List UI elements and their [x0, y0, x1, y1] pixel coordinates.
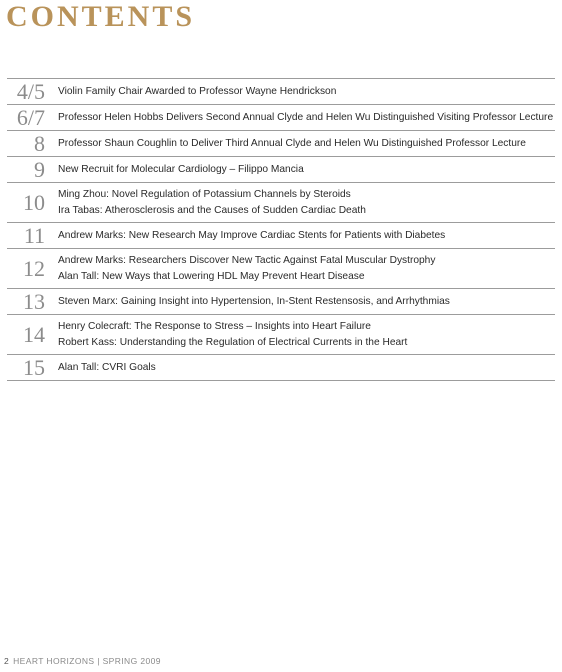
- entry-group: [58, 110, 553, 126]
- page-number: 13: [23, 288, 45, 314]
- entry-title: Robert Kass: Understanding the Regulation of Electrical Currents in the Heart: [58, 336, 408, 348]
- toc-row: [7, 223, 555, 249]
- entry-group: [58, 228, 445, 244]
- entry-title: Henry Colecraft: The Response to Stress – Insights into Heart Failure: [58, 320, 371, 332]
- page-number: 8: [34, 130, 45, 156]
- page-title: CONTENTS: [6, 0, 196, 33]
- toc-row: [7, 249, 555, 289]
- entry-title: Violin Family Chair Awarded to Professor Wayne Hendrickson: [58, 85, 337, 97]
- entry-title: Alan Tall: New Ways that Lowering HDL May Prevent Heart Disease: [58, 270, 365, 282]
- toc-row: [7, 131, 555, 157]
- toc-row: [7, 355, 555, 381]
- footer-page-number: 2: [4, 656, 10, 666]
- entry-group: [58, 84, 336, 100]
- toc-row: [7, 183, 555, 223]
- toc-row: [7, 79, 555, 105]
- entry-group: [58, 253, 435, 285]
- entry-title: Andrew Marks: New Research May Improve Cardiac Stents for Patients with Diabetes: [58, 229, 446, 241]
- entry-title: Professor Helen Hobbs Delivers Second Annual Clyde and Helen Wu Distinguished Visiting Professor Lecture: [58, 111, 554, 123]
- page-number: 11: [23, 222, 45, 248]
- entry-group: [58, 162, 304, 178]
- entry-title: New Recruit for Molecular Cardiology – Filippo Mancia: [58, 163, 304, 175]
- entry-title: Alan Tall: CVRI Goals: [58, 361, 156, 373]
- entry-title: Ira Tabas: Atherosclerosis and the Causes of Sudden Cardiac Death: [58, 204, 366, 216]
- footer-publication: HEART HORIZONS | SPRING 2009: [13, 656, 161, 666]
- entry-group: [58, 187, 366, 219]
- contents-list: [7, 78, 555, 381]
- page-number: 14: [23, 321, 45, 347]
- toc-row: [7, 289, 555, 315]
- page-number: 4/5: [16, 78, 45, 104]
- page-number: 12: [23, 255, 45, 281]
- entry-group: [58, 294, 450, 310]
- entry-group: [58, 360, 156, 376]
- toc-row: [7, 157, 555, 183]
- page-number: 15: [23, 354, 45, 380]
- entry-title: Andrew Marks: Researchers Discover New Tactic Against Fatal Muscular Dystrophy: [58, 254, 436, 266]
- entry-group: [58, 136, 526, 152]
- page-number: 6/7: [16, 104, 45, 130]
- entry-title: Ming Zhou: Novel Regulation of Potassium Channels by Steroids: [58, 188, 351, 200]
- entry-title: Steven Marx: Gaining Insight into Hypertension, In-Stent Restensosis, and Arrhythmias: [58, 295, 450, 307]
- page-number: 10: [23, 189, 45, 215]
- page-number: 9: [34, 156, 45, 182]
- entry-title: Professor Shaun Coughlin to Deliver Third Annual Clyde and Helen Wu Distinguished Professor Lecture: [58, 137, 526, 149]
- page-footer: [4, 656, 161, 666]
- toc-row: [7, 105, 555, 131]
- toc-row: [7, 315, 555, 355]
- entry-group: [58, 319, 407, 351]
